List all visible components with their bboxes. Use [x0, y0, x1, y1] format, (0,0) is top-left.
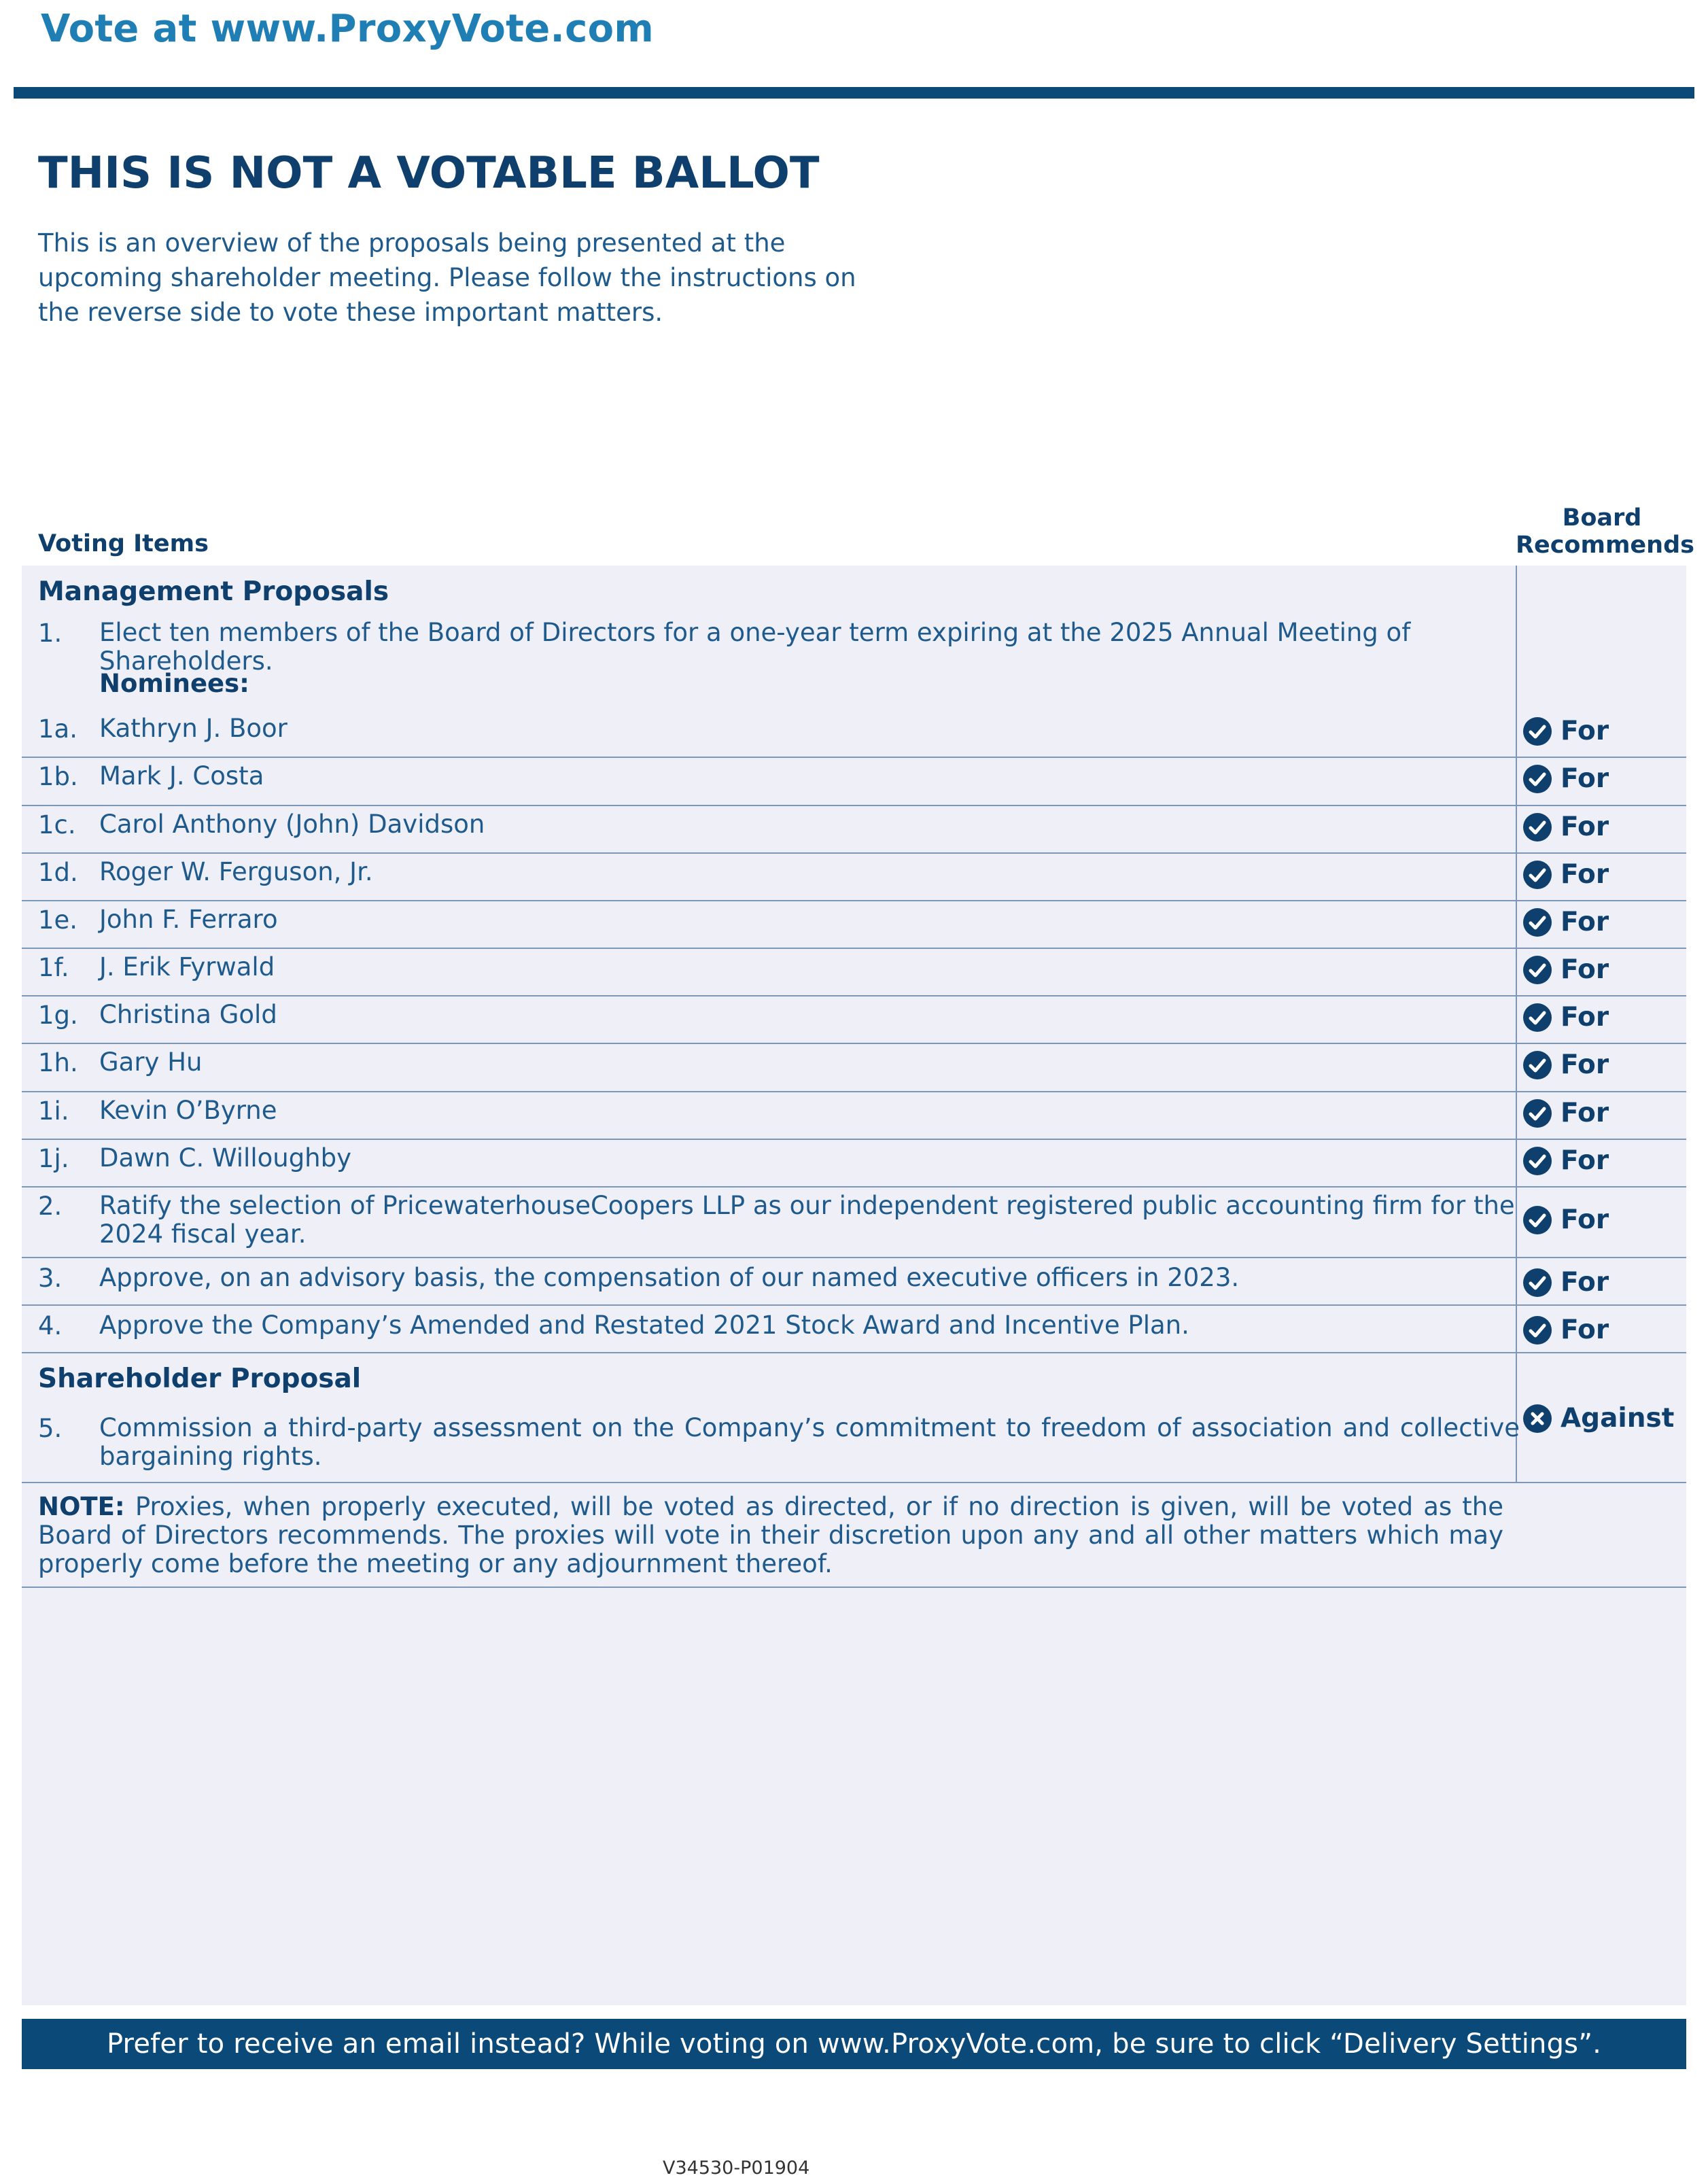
item-description: Elect ten members of the Board of Directors for a one-year term expiring at the 2025 Annual Meeting of Shareholders.: [99, 618, 1411, 676]
check-circle-icon: [1522, 860, 1552, 890]
item-number: 1j.: [38, 1144, 69, 1173]
item-description: Christina Gold: [99, 1000, 277, 1029]
item-description: Approve, on an advisory basis, the compensation of our named executive officers in 2023.: [99, 1263, 1240, 1292]
item-number: 5.: [38, 1414, 63, 1443]
row-separator: [22, 1186, 1686, 1188]
recommendation-label: For: [1561, 907, 1609, 937]
proposal-row: [22, 806, 1686, 852]
check-circle-icon: [1522, 1003, 1552, 1033]
proposal-row: [22, 1092, 1686, 1139]
proposal-row: [22, 949, 1686, 995]
board-recommendation: [1522, 1145, 1609, 1176]
board-recommendation: [1522, 1050, 1609, 1080]
footer-banner: [22, 2019, 1686, 2069]
recommendation-label: For: [1561, 1050, 1609, 1080]
recommendation-label: For: [1561, 812, 1609, 842]
item-number: 1f.: [38, 953, 69, 982]
row-separator: [22, 1482, 1686, 1483]
board-recommendation: [1522, 1098, 1609, 1128]
note-body: Proxies, when properly executed, will be voted as directed, or if no direction is given, will be voted as the Board of Directors recommends. The proxies will vote in their discretion upon any and all other matters which may properly come before the meeting or any adjournment thereof.: [38, 1492, 1503, 1578]
recommendation-label: For: [1561, 1098, 1609, 1128]
proposal-row: [22, 710, 1686, 757]
proposal-row: [22, 1258, 1686, 1304]
recommendation-label: For: [1561, 1267, 1609, 1298]
proposal-row: [22, 1189, 1686, 1257]
proposal-row: [22, 1414, 1686, 1475]
proposal-row: [22, 1140, 1686, 1186]
item-description: Gary Hu: [99, 1047, 203, 1077]
column-header-voting-items: Voting Items: [38, 530, 209, 557]
board-recommendation: [1522, 1204, 1609, 1235]
item-description: Kevin O’Byrne: [99, 1096, 277, 1125]
board-recommendation: [1522, 716, 1609, 746]
item-number: 4.: [38, 1311, 63, 1340]
board-recommendation: [1522, 1315, 1609, 1345]
recommendation-label: For: [1561, 763, 1609, 794]
recommendation-label: For: [1561, 954, 1609, 985]
header-divider: [14, 87, 1694, 99]
item-number: 1e.: [38, 905, 78, 935]
recommendation-label: For: [1561, 1204, 1609, 1235]
section-heading-management: Management Proposals: [38, 576, 389, 607]
item-number: 1c.: [38, 810, 76, 839]
item-number: 1.: [38, 619, 63, 648]
check-circle-icon: [1522, 812, 1552, 842]
item-number: 1h.: [38, 1048, 78, 1077]
item-number: 1d.: [38, 858, 78, 887]
proposal-row: [22, 618, 1686, 676]
board-recommendation: [1522, 859, 1609, 890]
board-recommendation: [1522, 812, 1609, 842]
header-title: Vote at www.ProxyVote.com: [41, 7, 654, 51]
recommendation-label: For: [1561, 716, 1609, 746]
item-description: Dawn C. Willoughby: [99, 1143, 352, 1173]
check-circle-icon: [1522, 1315, 1552, 1345]
row-separator: [22, 1587, 1686, 1588]
proposal-row: [22, 1306, 1686, 1352]
recommendation-label: For: [1561, 1145, 1609, 1176]
section-heading-shareholder: Shareholder Proposal: [38, 1364, 362, 1394]
check-circle-icon: [1522, 1205, 1552, 1235]
row-separator: [22, 1352, 1686, 1353]
check-circle-icon: [1522, 764, 1552, 794]
item-description: Commission a third-party assessment on the Company’s commitment to freedom of association and collective bargaining rights.: [99, 1413, 1520, 1471]
item-number: 1g.: [38, 1001, 78, 1030]
proposal-row: [22, 758, 1686, 805]
proposal-row: [22, 1044, 1686, 1091]
column-header-board-recommends: Board Recommends: [1516, 504, 1694, 559]
board-recommendation: [1522, 1403, 1674, 1434]
check-circle-icon: [1522, 716, 1552, 746]
board-recommendation: [1522, 763, 1609, 794]
check-circle-icon: [1522, 1050, 1552, 1080]
item-description: Ratify the selection of PricewaterhouseCoopers LLP as our independent registered public accounting firm for the 2024 fiscal year.: [99, 1191, 1515, 1249]
board-recommendation: [1522, 1002, 1609, 1033]
item-number: 2.: [38, 1192, 63, 1221]
item-number: 1i.: [38, 1096, 69, 1126]
board-recommendation: [1522, 954, 1609, 985]
x-circle-icon: [1522, 1404, 1552, 1434]
recommendation-label: For: [1561, 1002, 1609, 1033]
item-description: Carol Anthony (John) Davidson: [99, 810, 485, 839]
item-number: 1a.: [38, 714, 77, 744]
document-code: V34530-P01904: [663, 2157, 810, 2179]
item-description: Kathryn J. Boor: [99, 714, 287, 743]
proposal-row: [22, 901, 1686, 948]
check-circle-icon: [1522, 1098, 1552, 1128]
item-description: Roger W. Ferguson, Jr.: [99, 857, 373, 886]
proposal-row: [22, 854, 1686, 900]
item-number: 1b.: [38, 762, 78, 791]
item-description: J. Erik Fyrwald: [99, 952, 275, 982]
check-circle-icon: [1522, 907, 1552, 937]
item-description: Approve the Company’s Amended and Restated 2021 Stock Award and Incentive Plan.: [99, 1311, 1189, 1340]
nominees-label: Nominees:: [99, 669, 249, 698]
note-label: NOTE:: [38, 1492, 125, 1521]
check-circle-icon: [1522, 955, 1552, 985]
check-circle-icon: [1522, 1268, 1552, 1298]
proposal-row: [22, 996, 1686, 1043]
footer-text: Prefer to receive an email instead? While voting on www.ProxyVote.com, be sure to click “Delivery Settings”.: [106, 2028, 1602, 2060]
recommendation-label: For: [1561, 1315, 1609, 1345]
recommendation-label: Against: [1561, 1403, 1675, 1434]
note-text: [38, 1493, 1503, 1578]
board-recommendation: [1522, 907, 1609, 937]
item-number: 3.: [38, 1264, 63, 1293]
intro-text: This is an overview of the proposals being presented at the upcoming shareholder meeting. Please follow the instructions on the reverse side to vote these important matters.: [38, 228, 856, 327]
recommendation-label: For: [1561, 859, 1609, 890]
item-description: John F. Ferraro: [99, 905, 278, 934]
page-title: THIS IS NOT A VOTABLE BALLOT: [38, 148, 820, 198]
check-circle-icon: [1522, 1146, 1552, 1176]
board-recommendation: [1522, 1267, 1609, 1298]
item-description: Mark J. Costa: [99, 761, 264, 791]
